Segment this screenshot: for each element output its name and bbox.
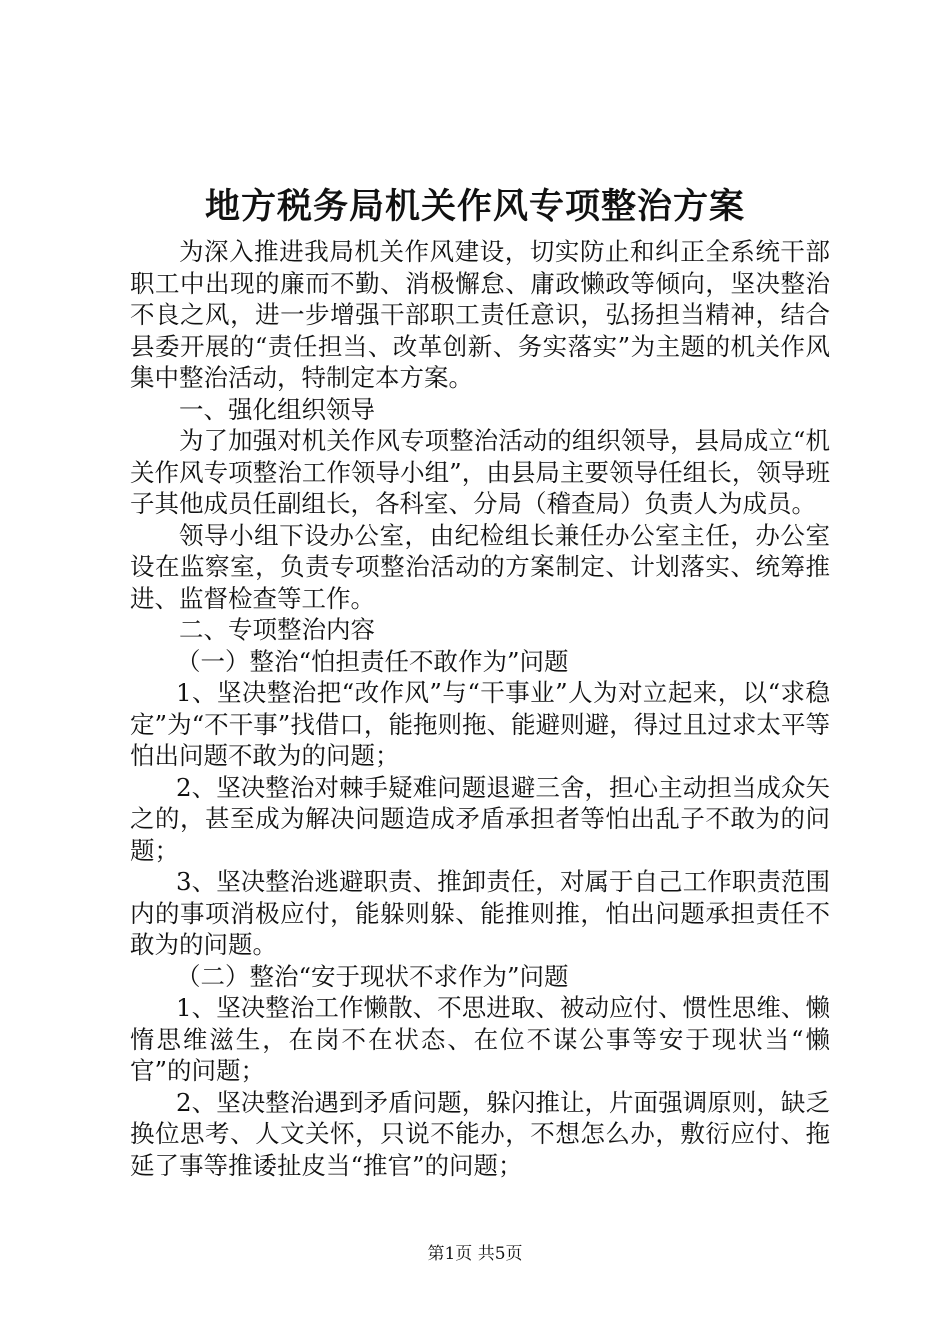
document-title: 地方税务局机关作风专项整治方案 [204, 186, 745, 227]
subsection-heading-1: （一）整治“怕担责任不敢作为”问题 [176, 646, 569, 676]
paragraph-organization: 为了加强对机关作风专项整治活动的组织领导，县局成立“机关作风专项整治工作领导小组”，由县局主要领导任组长，领导班子其他成员任副组长，各科室、分局（稽查局）负责人为成员。 [130, 426, 830, 518]
list-item: 3、坚决整治逃避职责、推卸责任，对属于自己工作职责范围内的事项消极应付，能躲则躲、能推则推，怕出问题承担责任不敢为的问题。 [130, 867, 830, 959]
document-body [130, 236, 830, 1181]
page-number: 第1页 共5页 [427, 1244, 523, 1264]
intro-paragraph: 为深入推进我局机关作风建设，切实防止和纠正全系统干部职工中出现的廉而不勤、消极懈怠、庸政懒政等倾向，坚决整治不良之风，进一步增强干部职工责任意识，弘扬担当精神，结合县委开展的“责任担当、改革创新、务实落实”为主题的机关作风集中整治活动，特制定本方案。 [130, 237, 830, 392]
section-heading-2: 二、专项整治内容 [179, 615, 375, 644]
paragraph-office: 领导小组下设办公室，由纪检组长兼任办公室主任，办公室设在监察室，负责专项整治活动的方案制定、计划落实、统筹推进、监督检查等工作。 [130, 520, 830, 613]
list-item: 2、坚决整治对棘手疑难问题退避三舍，担心主动担当成众矢之的，甚至成为解决问题造成矛盾承担者等怕出乱子不敢为的问题； [130, 772, 830, 865]
list-item: 1、坚决整治把“改作风”与“干事业”人为对立起来，以“求稳定”为“不干事”找借口，能拖则拖、能避则避，得过且过求太平等怕出问题不敢为的问题； [130, 678, 830, 770]
subsection-heading-2: （二）整治“安于现状不求作为”问题 [176, 961, 569, 991]
list-item: 2、坚决整治遇到矛盾问题，躲闪推让，片面强调原则，缺乏换位思考、人文关怀，只说不能办，不想怎么办，敷衍应付、拖延了事等推诿扯皮当“推官”的问题； [130, 1087, 830, 1180]
section-heading-1: 一、强化组织领导 [179, 394, 375, 424]
list-item: 1、坚决整治工作懒散、不思进取、被动应付、惯性思维、懒惰思维滋生，在岗不在状态、在位不谋公事等安于现状当“懒官”的问题； [130, 993, 830, 1085]
